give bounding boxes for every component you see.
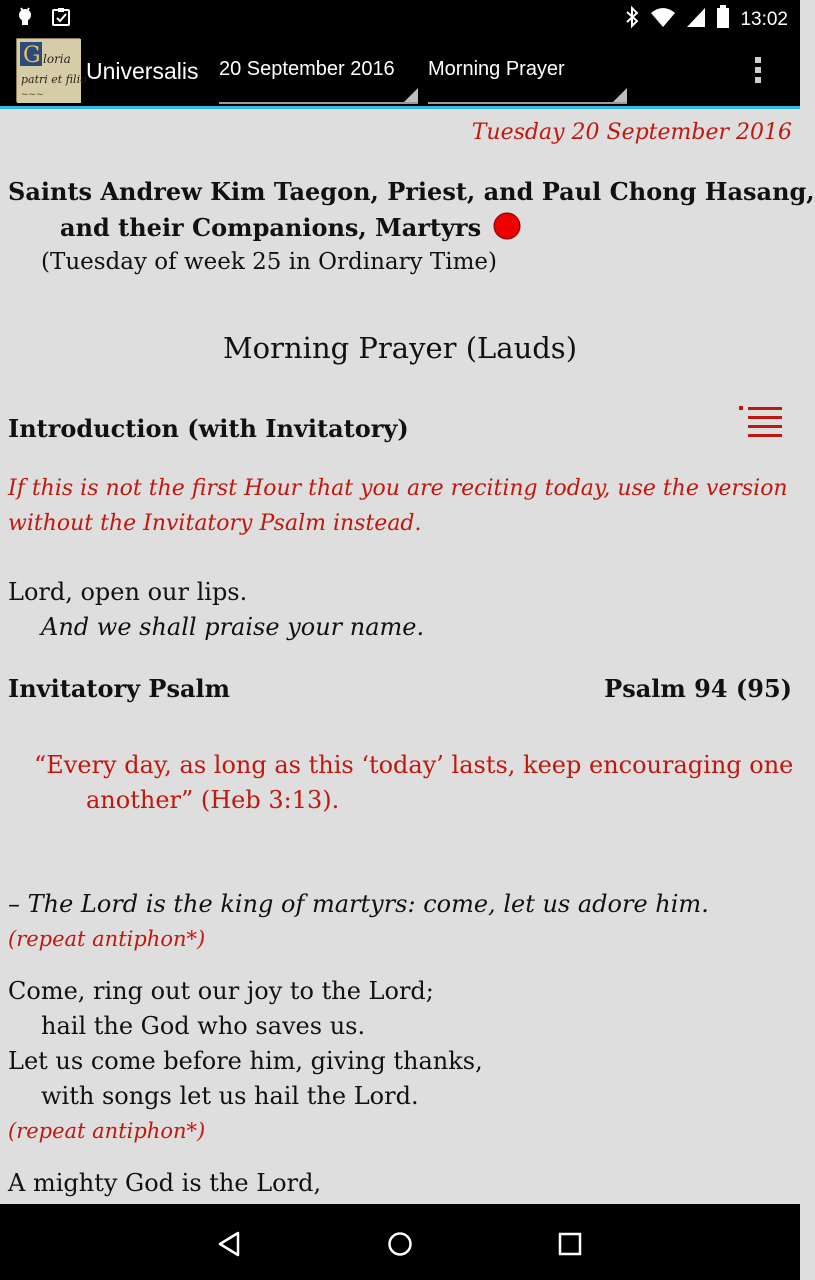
spinner-arrow-icon <box>404 88 418 102</box>
bluetooth-icon <box>624 6 640 34</box>
signal-icon <box>686 6 706 34</box>
psalm-quote-line2: another” (Heb 3:13). <box>86 786 340 814</box>
svg-text:loria: loria <box>43 52 71 66</box>
versicle: Lord, open our lips. <box>8 578 248 606</box>
date-line: Tuesday 20 September 2016 <box>471 120 792 145</box>
navigation-bar <box>0 1204 800 1280</box>
section-menu-icon[interactable] <box>738 405 784 439</box>
psalm-quote-line1: “Every day, as long as this ‘today’ lasts, keep encouraging one <box>34 751 794 779</box>
celebration-title-line2: and their Companions, Martyrs <box>60 212 521 242</box>
app-logo[interactable] <box>16 38 87 102</box>
svg-text:~~~: ~~~ <box>21 90 44 100</box>
psalm-verse-5: A mighty God is the Lord, <box>8 1169 322 1197</box>
clipboard-icon <box>50 5 72 32</box>
status-bar <box>0 0 800 34</box>
more-vert-icon[interactable] <box>746 54 770 86</box>
wifi-icon <box>650 6 676 34</box>
hour-spinner-value: Morning Prayer <box>428 58 565 80</box>
martyr-red-dot-icon <box>493 212 521 240</box>
psalm-verse-4: with songs let us hail the Lord. <box>41 1082 419 1110</box>
date-spinner-value: 20 September 2016 <box>219 58 395 80</box>
rubric-line1: If this is not the first Hour that you are reciting today, use the version <box>8 476 788 501</box>
celebration-title-line1: Saints Andrew Kim Taegon, Priest, and Paul Chong Hasang, <box>8 177 815 206</box>
svg-text:patri et filio: patri et filio <box>21 73 87 86</box>
home-icon[interactable] <box>386 1230 414 1258</box>
prayer-content[interactable] <box>0 109 815 1204</box>
psalm-verse-1: Come, ring out our joy to the Lord; <box>8 977 434 1005</box>
spinner-arrow-icon <box>613 88 627 102</box>
psalm-heading: Invitatory Psalm <box>8 674 231 703</box>
battery-icon <box>716 5 730 35</box>
antiphon: – The Lord is the king of martyrs: come, let us adore him. <box>8 890 709 918</box>
psalm-verse-2: hail the God who saves us. <box>41 1012 366 1040</box>
hour-title: Morning Prayer (Lauds) <box>222 331 578 365</box>
app-title: Universalis <box>86 58 199 84</box>
psalm-verse-3: Let us come before him, giving thanks, <box>8 1047 483 1075</box>
date-spinner[interactable] <box>219 46 418 104</box>
android-icon <box>14 5 36 32</box>
psalm-reference: Psalm 94 (95) <box>604 674 792 703</box>
back-icon[interactable] <box>216 1230 244 1258</box>
section-title: Introduction (with Invitatory) <box>8 414 409 443</box>
response: And we shall praise your name. <box>41 613 425 641</box>
svg-text:G: G <box>23 43 41 68</box>
clock: 13:02 <box>740 9 788 30</box>
repeat-antiphon-1: (repeat antiphon*) <box>8 927 206 951</box>
rubric-line2: without the Invitatory Psalm instead. <box>8 511 422 536</box>
repeat-antiphon-2: (repeat antiphon*) <box>8 1119 206 1143</box>
liturgical-day: (Tuesday of week 25 in Ordinary Time) <box>41 249 498 275</box>
action-bar <box>0 34 800 106</box>
recents-icon[interactable] <box>557 1231 583 1257</box>
hour-spinner[interactable] <box>428 46 627 104</box>
